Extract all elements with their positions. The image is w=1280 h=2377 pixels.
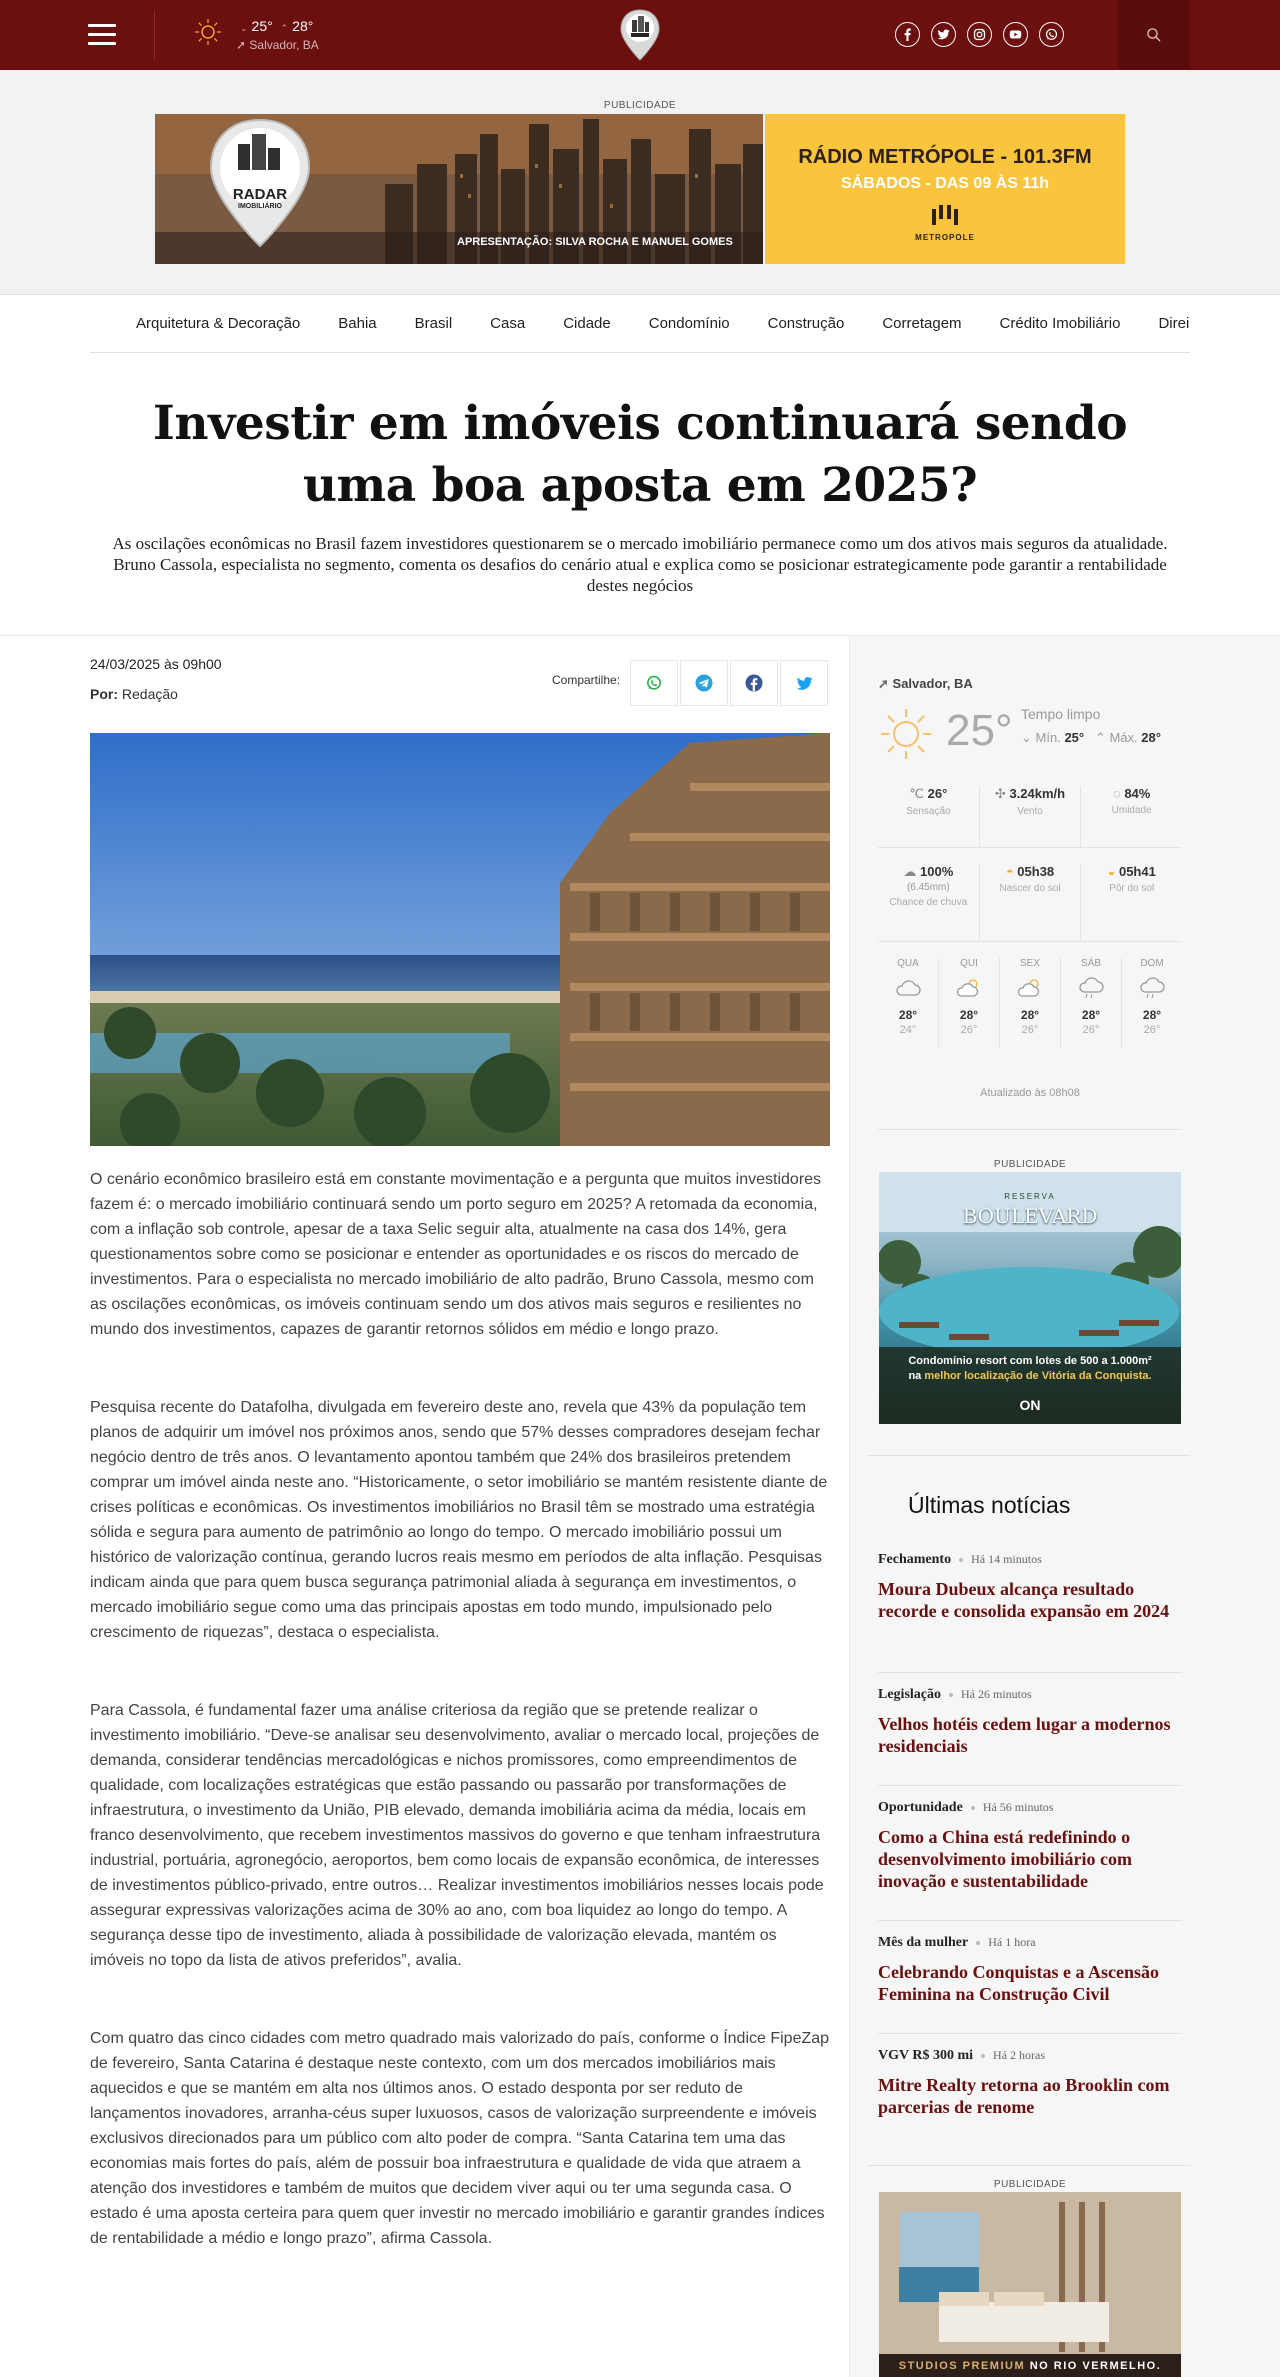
category-item[interactable]: Bahia: [338, 315, 377, 332]
bedroom-image: [879, 2192, 1181, 2377]
divider: [868, 2165, 1190, 2166]
location-arrow-icon: ➚: [878, 676, 889, 691]
divider: [878, 1129, 1182, 1130]
ad2-logo: ON: [1019, 1397, 1041, 1413]
news-time: Há 26 minutos: [961, 1687, 1032, 1701]
partly-cloudy-icon: [1016, 977, 1044, 999]
social-links: [895, 22, 1064, 47]
ad3-caption: STUDIOS PREMIUM NO RIO VERMELHO.: [898, 2360, 1162, 2372]
weather-humidity: ◌ 84% Umidade: [1111, 786, 1152, 816]
divider: [154, 10, 155, 60]
weather-minmax: ⌄ Mín. 25° ⌃ Máx. 28°: [1021, 730, 1161, 745]
category-item[interactable]: Corretagem: [882, 315, 962, 332]
news-title[interactable]: Velhos hotéis cedem lugar a modernos residenciais: [878, 1714, 1171, 1756]
forecast-day: SEX 28° 26°: [1000, 958, 1061, 1048]
cloud-rain-icon: [1138, 977, 1166, 999]
sidebar-ad-boulevard[interactable]: [879, 1172, 1181, 1424]
top-bar: [0, 0, 1280, 70]
news-item[interactable]: [878, 1800, 1182, 1921]
weather-forecast: [878, 958, 1182, 1048]
category-nav: [90, 295, 1190, 353]
ad-station-logo: METROPOLE: [915, 233, 975, 242]
header-temps: ⌄ 25° ⌃ 28°: [240, 18, 314, 34]
news-time: Há 1 hora: [988, 1935, 1036, 1949]
thermometer-icon: ℃: [909, 786, 928, 801]
article-date: 24/03/2025 às 09h00: [90, 656, 222, 672]
category-list: [136, 315, 1190, 332]
ad-caption: APRESENTAÇÃO: SILVA ROCHA E MANUEL GOMES: [457, 236, 733, 248]
news-category: Fechamento: [878, 1552, 952, 1567]
youtube-icon[interactable]: [1003, 22, 1028, 47]
news-time: Há 56 minutos: [982, 1800, 1054, 1814]
article-author: Redação: [121, 686, 178, 702]
ad-radio-panel: [765, 114, 1125, 264]
ad-label: PUBLICIDADE: [993, 2179, 1067, 2190]
forecast-day: SÁB 28° 26°: [1061, 958, 1122, 1048]
forecast-day: QUI 28° 26°: [939, 958, 1000, 1048]
share-twitter-button[interactable]: [780, 660, 828, 706]
news-title[interactable]: Moura Dubeux alcança resultado recorde e consolida expansão em 2024: [878, 1579, 1170, 1621]
share-facebook-button[interactable]: [730, 660, 778, 706]
radar-brand: RADAR: [232, 186, 288, 203]
news-category: Legislação: [878, 1687, 941, 1702]
news-category: Oportunidade: [878, 1800, 963, 1815]
news-category: Mês da mulher: [878, 1935, 969, 1950]
share-label: Compartilhe:: [552, 673, 621, 687]
telegram-icon: [695, 674, 713, 692]
top-banner-ad[interactable]: [155, 114, 1125, 264]
article-paragraph: Com quatro das cinco cidades com metro quadrado mais valorizado do país, conforme o Índice FipeZap de fevereiro, Santa Catarina é destaque neste contexto, com um dos mercados imobiliários mais aquecidos e que se mantém em alta nos últimos anos. O estado desponta por ser reduto de lançamentos inovadores, arranha-céus super luxuosos, casos de valorização surpreendente e imóveis exclusivos direcionados para um público com alto poder de compra. “Santa Catarina tem uma das economias mais fortes do país, além de possuir boa infraestrutura e qualidade de vida que atraem a atenção dos investidores e também de muitos que decidem viver aqui ou ter uma segunda casa. O estado é uma aposta certeira para quem quer investir no mercado imobiliário e garantir grandes índices de rentabilidade a médio e longo prazo”, afirma Cassola.: [90, 2030, 830, 2247]
weather-updated: Atualizado às 08h08: [980, 1087, 1080, 1099]
radar-brand-sub: IMOBILIÁRIO: [238, 203, 282, 210]
sun-icon: [194, 18, 222, 46]
search-button[interactable]: [1118, 0, 1190, 70]
weather-sunset: ◒ 05h41 Pôr do sol: [1107, 864, 1156, 894]
twitter-icon[interactable]: [931, 22, 956, 47]
article-paragraph: Para Cassola, é fundamental fazer uma análise criteriosa da região que se pretende realizar o investimento imobiliário. “Deve-se analisar seu desenvolvimento, avaliar o mercado local, projeções de demanda, considerar tendências mercadológicas e nichos promissores, como empreendimentos de qualidade, com localizações estratégicas que estão passando ou passarão por transformações de infraestrutura, o investimento da União, PIB elevado, demanda imobiliária acima da média, locais em franco desenvolvimento, que recebem investimentos massivos do governo e que tenham infraestrutura industrial, portuária, agronegócio, aeroportos, bem como locais de expansão econômica, de interesses de investimentos público-privado, entre outros… Realizar investimentos imobiliários nesses locais pode assegurar expressivas valorizações acima de 30% ao ano, com boa liquidez ao longo do tempo. A segurança desse tipo de investimento, aliada à possibilidade de valorização elevada, mantém os imóveis no topo da lista de ativos preferidos”, avalia.: [90, 1702, 824, 1969]
whatsapp-icon[interactable]: [1039, 22, 1064, 47]
cloud-rain-icon: ☁: [903, 864, 921, 879]
search-icon: [1146, 27, 1162, 43]
ad2-brand-top: RESERVA: [1004, 1192, 1056, 1201]
twitter-icon: [796, 676, 813, 691]
weather-rain-chance: ☁ 100% (6.45mm) Chance de chuva: [878, 864, 980, 941]
share-buttons: [630, 660, 828, 706]
category-item[interactable]: Direi: [1158, 315, 1190, 332]
ad-station: RÁDIO METRÓPOLE - 101.3FM: [798, 146, 1092, 168]
sun-icon: [878, 706, 934, 762]
sunrise-icon: ◓: [1005, 864, 1018, 879]
partly-cloudy-icon: [955, 977, 983, 999]
article-paragraph: O cenário econômico brasileiro está em constante movimentação e a pergunta que muitos investidores fazem é: o mercado imobiliário continuará sendo um porto seguro em 2025? A retomada da economia, com a inflação sob controle, apesar de a taxa Selic seguir alta, atualmente na casa dos 14%, gera questionamentos sobre como se posicionar e entender as oportunidades e os riscos do mercado de investimentos. Para o especialista no mercado imobiliário de alto padrão, Bruno Cassola, mesmo com as oscilações econômicas, os imóveis continuam sendo um dos ativos mais seguros e resilientes no mundo dos investimentos, capazes de garantir retornos sólidos em médio e longo prazo.: [90, 1171, 822, 1338]
weather-city: ➚ Salvador, BA: [878, 676, 973, 691]
whatsapp-icon: [646, 675, 662, 691]
cloud-rain-icon: [1077, 977, 1105, 999]
weather-wind: ✣ 3.24km/h Vento: [980, 786, 1082, 847]
news-item[interactable]: [878, 1935, 1182, 2034]
header-city: ➚ Salvador, BA: [236, 38, 319, 52]
ad2-brand: BOULEVARD: [962, 1204, 1098, 1228]
weather-sunrise: ◓ 05h38 Nascer do sol: [980, 864, 1082, 941]
news-item[interactable]: [878, 1552, 1182, 1673]
arrow-down-icon: ⌄: [240, 23, 248, 33]
category-item[interactable]: Arquitetura & Decoração: [136, 315, 301, 332]
category-item[interactable]: Construção: [767, 315, 845, 332]
sunset-icon: ◒: [1107, 864, 1119, 879]
header-min: 25: [251, 18, 268, 34]
facebook-icon[interactable]: [895, 22, 920, 47]
article-paragraph: Pesquisa recente do Datafolha, divulgada em fevereiro deste ano, revela que 43% da população tem planos de adquirir um imóvel nos próximos anos, sendo que 57% desses compradores desejam fechar negócio dentro de três anos. O levantamento apontou também que 24% dos brasileiros pretendem comprar um imóvel ainda neste ano. “Historicamente, o setor imobiliário se mantém resistente diante de crises políticas e econômicas. Os investimentos imobiliários no Brasil têm se mostrado uma estratégia sólida e segura para aumento de patrimônio ao longo do tempo. O mercado imobiliário possui um histórico de valorização contínua, gerando lucros reais mesmo em períodos de alta inflação. Pesquisas indicam ainda que para quem busca segurança patrimonial aliada à segurança em investimentos, o mercado imobiliário segue como uma das principais apostas em todo mundo, impulsionado pelo crescimento de riquezas”, destaca o especialista.: [90, 1399, 828, 1641]
radar-logo: [205, 118, 315, 248]
instagram-icon[interactable]: [967, 22, 992, 47]
weather-temp: 25°: [946, 706, 1013, 755]
weather-current: [878, 706, 1182, 766]
article-body: [90, 1167, 830, 2304]
news-title[interactable]: Mitre Realty retorna ao Brooklin com parcerias de renome: [878, 2075, 1170, 2117]
news-title[interactable]: Celebrando Conquistas e a Ascensão Feminina na Construção Civil: [878, 1962, 1160, 2004]
news-category: VGV R$ 300 mi: [878, 2048, 974, 2063]
category-item[interactable]: Crédito Imobiliário: [999, 315, 1121, 332]
weather-condition: Tempo limpo: [1021, 706, 1101, 722]
latest-news-heading: Últimas notícias: [908, 1492, 1071, 1518]
arrow-up-icon: ⌃: [280, 23, 289, 33]
header-max: 28: [292, 18, 308, 34]
news-title[interactable]: Como a China está redefinindo o desenvolvimento imobiliário com inovação e sustentabilidade: [878, 1827, 1132, 1891]
news-time: Há 14 minutos: [971, 1552, 1042, 1566]
sidebar-ad-studios[interactable]: [879, 2192, 1181, 2377]
category-item[interactable]: Cidade: [563, 315, 611, 332]
article-byline: Por: Redação: [90, 686, 178, 702]
share-telegram-button[interactable]: [680, 660, 728, 706]
ad-city-image: [155, 114, 763, 264]
news-time: Há 2 horas: [993, 2048, 1046, 2062]
metropole-icon: [930, 205, 960, 227]
category-item[interactable]: Brasil: [414, 315, 453, 332]
ad-label: PUBLICIDADE: [993, 1159, 1067, 1170]
weather-stats-row: [878, 786, 1182, 848]
article-hero-image[interactable]: [90, 733, 830, 1146]
weather-feels-like: ℃ 26° Sensação: [878, 786, 980, 847]
ad2-caption: Condomínio resort com lotes de 500 a 1.000m² na melhor localização de Vitória da Conquista.: [908, 1355, 1152, 1382]
news-item[interactable]: [878, 2048, 1182, 2146]
site-logo[interactable]: [618, 8, 662, 62]
article-subtitle: As oscilações econômicas no Brasil fazem investidores questionarem se o mercado imobiliário permanece como um dos ativos mais seguros da atualidade. Bruno Cassola, especialista no segmento, comenta os desafios do cenário atual e explica como se posicionar estrategicamente pode garantir a rentabilidade destes negócios: [112, 534, 1168, 595]
droplet-icon: ◌: [1112, 786, 1125, 801]
weather-stats-row: [878, 864, 1182, 942]
page-title: Investir em imóveis continuará sendo uma boa aposta em 2025?: [152, 396, 1128, 513]
category-item[interactable]: Casa: [490, 315, 526, 332]
news-item[interactable]: [878, 1687, 1182, 1786]
forecast-day: QUA 28° 24°: [878, 958, 939, 1048]
ad-schedule: SÁBADOS - DAS 09 ÀS 11h: [840, 175, 1050, 192]
latest-news: [868, 1455, 1190, 2145]
category-item[interactable]: Condomínio: [648, 315, 730, 332]
location-arrow-icon: ➚: [236, 38, 247, 52]
ad-label: PUBLICIDADE: [603, 100, 677, 111]
cloud-icon: [894, 977, 922, 999]
article-header: [0, 353, 1280, 636]
wind-icon: ✣: [994, 786, 1010, 801]
menu-icon[interactable]: [88, 24, 116, 46]
forecast-day: DOM 28° 26°: [1122, 958, 1182, 1048]
share-whatsapp-button[interactable]: [630, 660, 678, 706]
facebook-icon: [745, 674, 763, 692]
